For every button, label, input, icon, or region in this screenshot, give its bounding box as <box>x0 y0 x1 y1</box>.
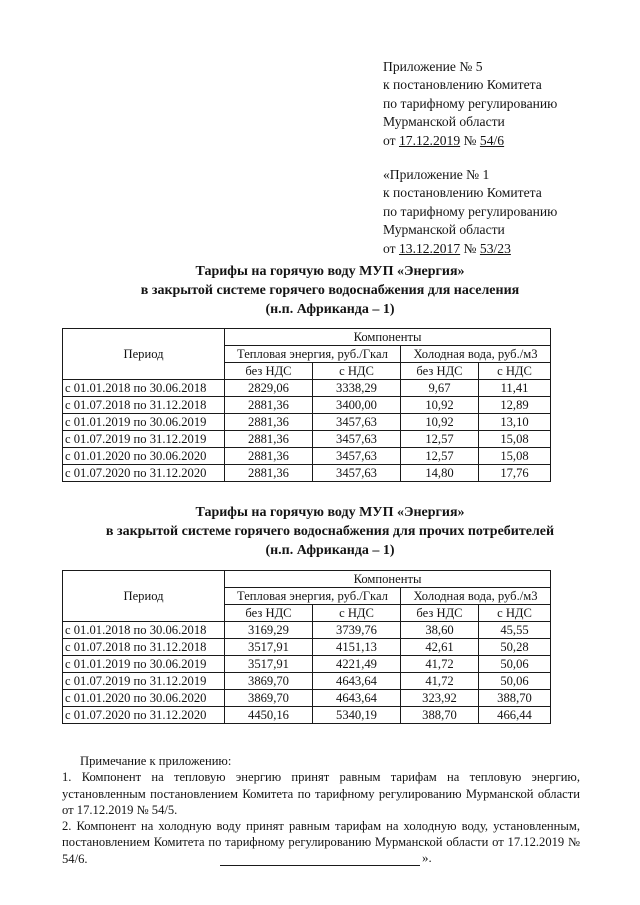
heat-vat-cell: 3457,63 <box>313 414 401 431</box>
heat-vat-cell: 5340,19 <box>313 707 401 724</box>
vat-header: с НДС <box>313 363 401 380</box>
vat-header: с НДС <box>479 605 551 622</box>
appendix-title: «Приложение № 1 <box>383 167 490 182</box>
heat-vat-cell: 4643,64 <box>313 673 401 690</box>
closing-quote: ». <box>422 850 432 865</box>
table-header-row <box>63 571 551 588</box>
cold-vat-cell: 45,55 <box>479 622 551 639</box>
period-cell: с 01.07.2018 по 31.12.2018 <box>63 397 225 414</box>
period-cell: с 01.01.2020 по 30.06.2020 <box>63 448 225 465</box>
period-cell: с 01.07.2020 по 31.12.2020 <box>63 465 225 482</box>
heat-vat-cell: 3739,76 <box>313 622 401 639</box>
decree-date: 13.12.2017 <box>398 240 461 256</box>
heat-no-vat-cell: 3169,29 <box>225 622 313 639</box>
appendix-ref-line: Мурманской области <box>383 222 505 238</box>
appendix-header-5 <box>383 58 557 150</box>
table-row <box>63 656 551 673</box>
heat-vat-cell: 3338,29 <box>313 380 401 397</box>
cold-no-vat-cell: 388,70 <box>401 707 479 724</box>
cold-no-vat-cell: 38,60 <box>401 622 479 639</box>
appendix-ref-line: к постановлению Комитета <box>383 77 542 93</box>
period-cell: с 01.01.2018 по 30.06.2018 <box>63 622 225 639</box>
no-vat-header: без НДС <box>225 363 313 380</box>
period-cell: с 01.07.2019 по 31.12.2019 <box>63 431 225 448</box>
heat-vat-cell: 3457,63 <box>313 465 401 482</box>
no-vat-header: без НДС <box>401 605 479 622</box>
decree-number: 54/6 <box>479 132 505 148</box>
period-cell: с 01.07.2020 по 31.12.2020 <box>63 707 225 724</box>
tariff-table-other-consumers <box>62 570 551 724</box>
components-header: Компоненты <box>225 329 551 346</box>
cold-no-vat-cell: 42,61 <box>401 639 479 656</box>
heat-vat-cell: 3457,63 <box>313 448 401 465</box>
cold-no-vat-cell: 10,92 <box>401 414 479 431</box>
cold-no-vat-cell: 41,72 <box>401 656 479 673</box>
table-row <box>63 448 551 465</box>
period-cell: с 01.07.2019 по 31.12.2019 <box>63 673 225 690</box>
table-row <box>63 414 551 431</box>
decree-date: 17.12.2019 <box>398 132 461 148</box>
heat-vat-cell: 4151,13 <box>313 639 401 656</box>
cold-no-vat-cell: 41,72 <box>401 673 479 690</box>
appendix-ref-line: Мурманской области <box>383 114 505 130</box>
components-header: Компоненты <box>225 571 551 588</box>
table-row <box>63 707 551 724</box>
cold-vat-cell: 466,44 <box>479 707 551 724</box>
cold-no-vat-cell: 10,92 <box>401 397 479 414</box>
period-header: Период <box>63 329 225 380</box>
appendix-ref-line: по тарифному регулированию <box>383 203 558 219</box>
cold-vat-cell: 50,28 <box>479 639 551 656</box>
table-row <box>63 397 551 414</box>
note-item: 2. Компонент на холодную воду принят равным тарифам на холодную воду, установленным, постановлением Комитета по тарифному регулированию Мурманской области от 17.12.2019 № 54/6. <box>62 819 580 866</box>
no-vat-header: без НДС <box>225 605 313 622</box>
appendix-ref-line: к постановлению Комитета <box>383 185 542 201</box>
period-cell: с 01.07.2018 по 31.12.2018 <box>63 639 225 656</box>
heat-no-vat-cell: 3869,70 <box>225 673 313 690</box>
period-header: Период <box>63 571 225 622</box>
table-row <box>63 622 551 639</box>
heat-no-vat-cell: 3517,91 <box>225 656 313 673</box>
cold-no-vat-cell: 12,57 <box>401 431 479 448</box>
closing-line <box>220 850 432 866</box>
heat-no-vat-cell: 4450,16 <box>225 707 313 724</box>
vat-header: с НДС <box>479 363 551 380</box>
period-cell: с 01.01.2019 по 30.06.2019 <box>63 656 225 673</box>
decree-number: 53/23 <box>479 240 511 256</box>
heat-no-vat-cell: 2881,36 <box>225 465 313 482</box>
appendix-header-1 <box>383 166 557 258</box>
period-cell: с 01.01.2018 по 30.06.2018 <box>63 380 225 397</box>
heat-no-vat-cell: 2881,36 <box>225 431 313 448</box>
cold-vat-cell: 50,06 <box>479 656 551 673</box>
table-row <box>63 431 551 448</box>
heat-vat-cell: 3457,63 <box>313 431 401 448</box>
vat-header: с НДС <box>313 605 401 622</box>
table-row <box>63 690 551 707</box>
no-vat-header: без НДС <box>401 363 479 380</box>
appendix-title: Приложение № 5 <box>383 59 483 74</box>
heat-no-vat-cell: 3517,91 <box>225 639 313 656</box>
period-cell: с 01.01.2020 по 30.06.2020 <box>63 690 225 707</box>
cold-vat-cell: 388,70 <box>479 690 551 707</box>
signature-line <box>220 855 420 866</box>
heat-no-vat-cell: 2881,36 <box>225 397 313 414</box>
heat-vat-cell: 3400,00 <box>313 397 401 414</box>
heat-no-vat-cell: 2829,06 <box>225 380 313 397</box>
heat-no-vat-cell: 3869,70 <box>225 690 313 707</box>
heat-energy-header: Тепловая энергия, руб./Гкал <box>225 588 401 605</box>
section-title-other-consumers: Тарифы на горячую воду МУП «Энергия» в закрытой системе горячего водоснабжения для прочих потребителей (н.п. Африканда – 1) <box>105 505 555 558</box>
note-item: 1. Компонент на тепловую энергию принят равным тарифам на тепловую энергию, установленным постановлением Комитета по тарифному регулированию Мурманской области от 17.12.2019 № 54/5. <box>62 770 580 817</box>
heat-vat-cell: 4221,49 <box>313 656 401 673</box>
heat-no-vat-cell: 2881,36 <box>225 414 313 431</box>
cold-no-vat-cell: 9,67 <box>401 380 479 397</box>
cold-no-vat-cell: 14,80 <box>401 465 479 482</box>
table-row <box>63 639 551 656</box>
table-row <box>63 465 551 482</box>
period-cell: с 01.01.2019 по 30.06.2019 <box>63 414 225 431</box>
cold-water-header: Холодная вода, руб./м3 <box>401 346 551 363</box>
heat-vat-cell: 4643,64 <box>313 690 401 707</box>
table-row <box>63 380 551 397</box>
cold-vat-cell: 13,10 <box>479 414 551 431</box>
appendix-date-line: от 13.12.2017 № 53/23 <box>383 240 511 256</box>
tariff-table-population <box>62 328 551 482</box>
appendix-date-line: от 17.12.2019 № 54/6 <box>383 132 505 148</box>
cold-vat-cell: 12,89 <box>479 397 551 414</box>
heat-energy-header: Тепловая энергия, руб./Гкал <box>225 346 401 363</box>
cold-vat-cell: 11,41 <box>479 380 551 397</box>
notes-title: Примечание к приложению: <box>80 754 232 768</box>
cold-vat-cell: 50,06 <box>479 673 551 690</box>
cold-vat-cell: 15,08 <box>479 431 551 448</box>
cold-no-vat-cell: 323,92 <box>401 690 479 707</box>
cold-vat-cell: 15,08 <box>479 448 551 465</box>
heat-no-vat-cell: 2881,36 <box>225 448 313 465</box>
section-title-population: Тарифы на горячую воду МУП «Энергия» в закрытой системе горячего водоснабжения для населения (н.п. Африканда – 1) <box>140 264 520 317</box>
table-row <box>63 673 551 690</box>
cold-vat-cell: 17,76 <box>479 465 551 482</box>
cold-water-header: Холодная вода, руб./м3 <box>401 588 551 605</box>
appendix-ref-line: по тарифному регулированию <box>383 95 558 111</box>
cold-no-vat-cell: 12,57 <box>401 448 479 465</box>
table-header-row <box>63 329 551 346</box>
